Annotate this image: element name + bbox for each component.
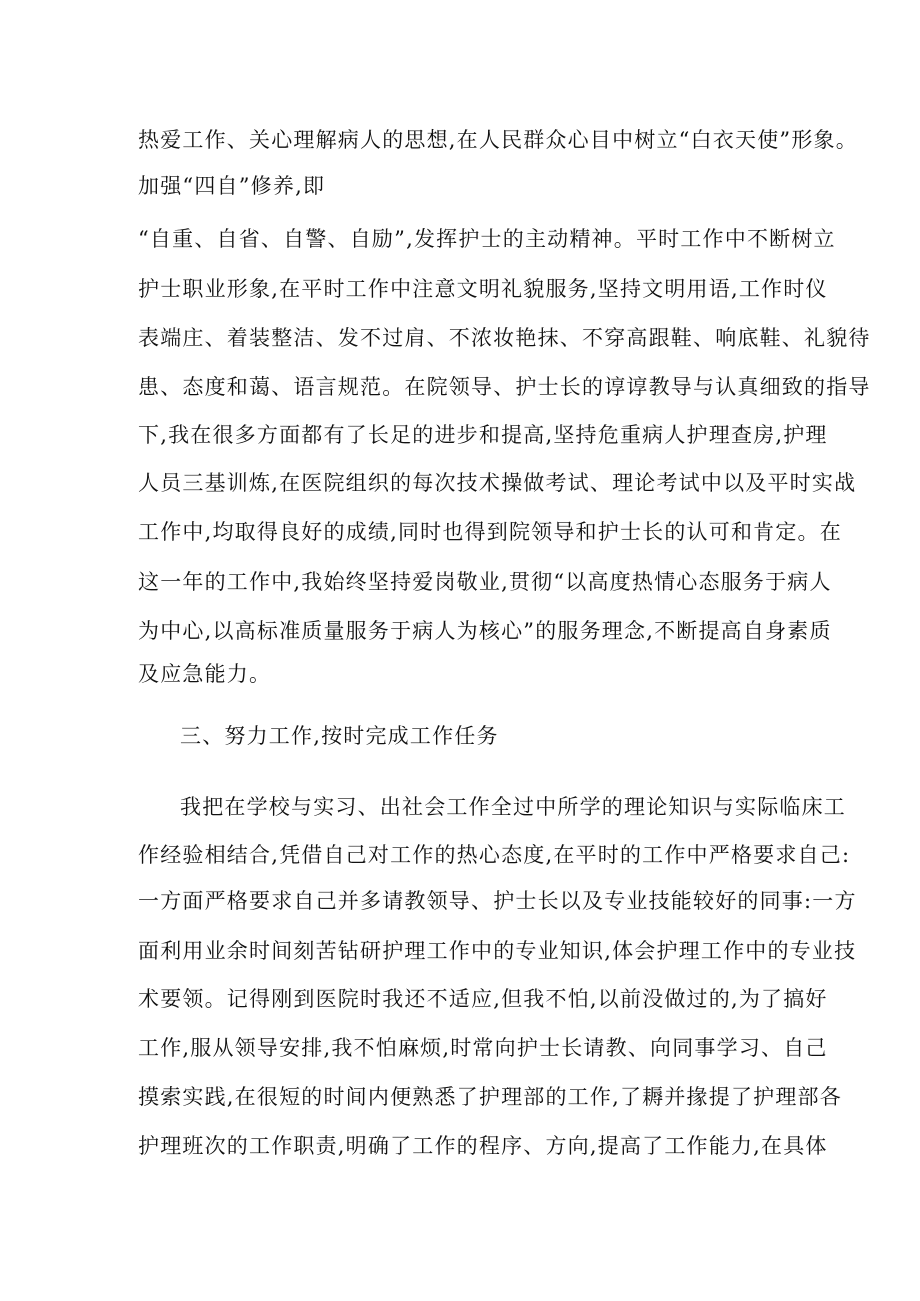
text-line: 表端庄、着装整洁、发不过肩、不浓妆艳抹、不穿高跟鞋、响底鞋、礼貌待: [138, 326, 871, 350]
text-line: 一方面严格要求自己并多请教领导、护士长以及专业技能较好的同事:一方: [138, 889, 857, 913]
text-line: “自重、自省、自警、自励”,发挥护士的主动精神。平时工作中不断树立: [138, 227, 836, 251]
text-line: 摸索实践,在很短的时间内便熟悉了护理部的工作,了耨并掾提了护理部各: [138, 1085, 842, 1109]
text-line: 这一年的工作中,我始终坚持爱岗敬业,贯彻“以高度热情心态服务于病人: [138, 570, 832, 594]
text-line: 护理班次的工作职责,明确了工作的程序、方向,提高了工作能力,在具体: [138, 1134, 828, 1158]
text-line: 护士职业形象,在平时工作中注意文明礼貌服务,坚持文明用语,工作时仪: [138, 277, 828, 301]
text-line: 下,我在很多方面都有了长足的进步和提高,坚持危重病人护理查房,护理: [138, 423, 828, 447]
section-heading: 三、努力工作,按时完成工作任务: [180, 724, 499, 748]
text-line: 工作中,均取得良好的成绩,同时也得到院领导和护士长的认可和肯定。在: [138, 520, 842, 544]
text-line: 术要领。记得刚到医院时我还不适应,但我不怕,以前没做过的,为了搞好: [138, 987, 828, 1011]
text-line: 为中心,以高标准质量服务于病人为核心”的服务理念,不断提高自身素质: [138, 619, 832, 643]
text-line: 热爱工作、关心理解病人的思想,在人民群众心目中树立“白衣天使”形象。: [138, 128, 858, 152]
text-line: 加强“四自”修养,即: [138, 174, 326, 198]
text-line: 人员三基训炼,在医院组织的每次技术操做考试、理论考试中以及平时实战: [138, 471, 857, 495]
text-line: 工作,服从领导安排,我不怕麻烦,时常向护士长请教、向同事学习、自己: [138, 1036, 828, 1060]
text-line: 及应急能力。: [138, 662, 272, 686]
paragraph-first-line: 我把在学校与实习、出社会工作全过中所学的理论知识与实际临床工: [180, 795, 846, 819]
text-line: 患、态度和蔼、语言规范。在院领导、护士长的谆谆教导与认真细致的指导: [138, 375, 871, 399]
text-line: 面利用业余时间刻苦钻研护理工作中的专业知识,体会护理工作中的专业技: [138, 939, 857, 963]
text-line: 作经验相结合,凭借自己对工作的热心态度,在平时的工作中严格要求自己:: [138, 843, 851, 867]
